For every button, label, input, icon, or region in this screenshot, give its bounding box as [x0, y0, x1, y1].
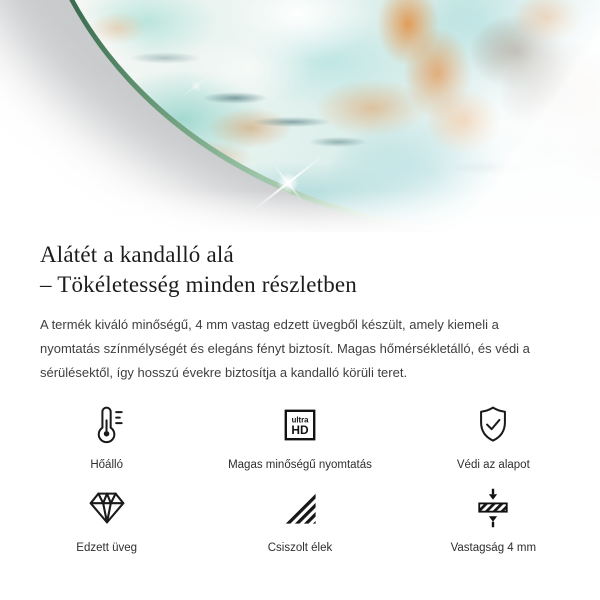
feature-label: Edzett üveg	[76, 542, 138, 554]
feature-tempered-glass	[10, 485, 203, 554]
product-description: A termék kiváló minőségű, 4 mm vastag edzett üvegből készült, amely kiemeli a nyomtatás színmélységét és elegáns fényt biztosít. Magas hőmérsékletálló, és védi a sérülésektől, így hosszú évekre biztosítja a kandalló körüli teret.	[40, 317, 530, 380]
ultra-hd-badge-bottom-text: HD	[291, 423, 309, 438]
feature-label: Vastagság 4 mm	[450, 542, 537, 554]
feature-label: Magas minőségű nyomtatás	[228, 459, 372, 471]
feature-polished-edges	[203, 485, 396, 554]
ultra-hd-icon	[278, 402, 322, 448]
page-title-line1: Alátét a kandalló alá	[40, 242, 234, 267]
product-photo	[0, 0, 600, 232]
feature-heat-resistant	[10, 402, 203, 471]
page-title	[40, 240, 560, 300]
feature-label: Csiszolt élek	[267, 542, 333, 554]
shield-check-icon	[471, 402, 515, 448]
ultra-hd-badge-top-text: ultra	[291, 415, 309, 425]
features-grid	[10, 402, 590, 554]
thickness-icon	[471, 485, 515, 531]
thermometer-icon	[85, 402, 129, 448]
feature-protects-base	[397, 402, 590, 471]
polished-edges-icon	[278, 485, 322, 531]
text-section	[0, 240, 600, 385]
sparkle-core	[277, 172, 299, 194]
diamond-icon	[84, 485, 130, 531]
page-title-line2: – Tökéletesség minden részletben	[40, 272, 358, 297]
feature-high-quality-print	[203, 402, 396, 471]
feature-thickness	[397, 485, 590, 554]
feature-label: Védi az alapot	[456, 459, 530, 471]
feature-label: Hőálló	[90, 459, 123, 471]
sparkle-core	[191, 81, 201, 91]
